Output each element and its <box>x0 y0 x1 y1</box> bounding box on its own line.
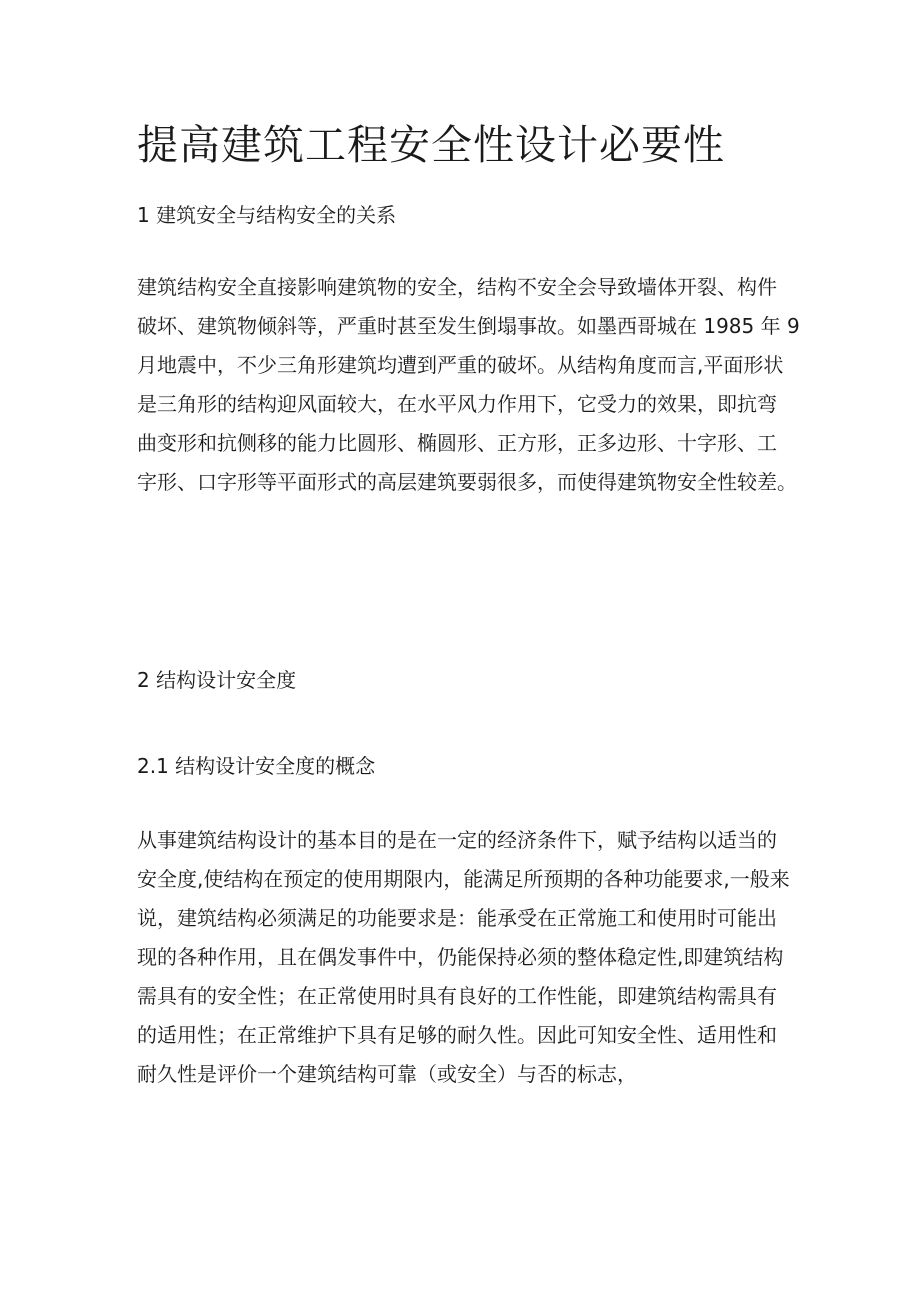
paragraph-line: 月地震中，不少三角形建筑均遭到严重的破坏。从结构角度而言,平面形状 <box>137 353 784 377</box>
paragraph-line: 需具有的安全性；在正常使用时具有良好的工作性能，即建筑结构需具有 <box>137 984 777 1008</box>
section-heading-2: 2 结构设计安全度 <box>137 668 297 692</box>
paragraph-line: 是三角形的结构迎风面较大，在水平风力作用下，它受力的效果，即抗弯 <box>137 392 777 416</box>
section-heading-1: 1 建筑安全与结构安全的关系 <box>137 203 397 227</box>
document-title: 提高建筑工程安全性设计必要性 <box>137 121 725 169</box>
paragraph-line: 曲变形和抗侧移的能力比圆形、椭圆形、正方形，正多边形、十字形、工 <box>137 431 777 455</box>
paragraph-line: 从事建筑结构设计的基本目的是在一定的经济条件下，赋予结构以适当的 <box>137 828 777 852</box>
section-2-1-paragraph <box>137 821 797 1094</box>
section-1-paragraph <box>137 268 800 502</box>
paragraph-line: 建筑结构安全直接影响建筑物的安全，结构不安全会导致墙体开裂、构件 <box>137 275 777 299</box>
paragraph-line: 耐久性是评价一个建筑结构可靠（或安全）与否的标志， <box>137 1062 637 1086</box>
section-heading-2-1: 2.1 结构设计安全度的概念 <box>137 754 376 778</box>
paragraph-line: 破坏、建筑物倾斜等，严重时甚至发生倒塌事故。如墨西哥城在 1985 年 9 <box>137 314 800 338</box>
paragraph-line: 现的各种作用，且在偶发事件中，仍能保持必须的整体稳定性,即建筑结构 <box>137 945 784 969</box>
paragraph-line: 安全度,使结构在预定的使用期限内，能满足所预期的各种功能要求,一般来 <box>137 867 790 891</box>
paragraph-line: 说，建筑结构必须满足的功能要求是：能承受在正常施工和使用时可能出 <box>137 906 777 930</box>
paragraph-line: 字形、口字形等平面形式的高层建筑要弱很多，而使得建筑物安全性较差。 <box>137 470 797 494</box>
paragraph-line: 的适用性；在正常维护下具有足够的耐久性。因此可知安全性、适用性和 <box>137 1023 777 1047</box>
